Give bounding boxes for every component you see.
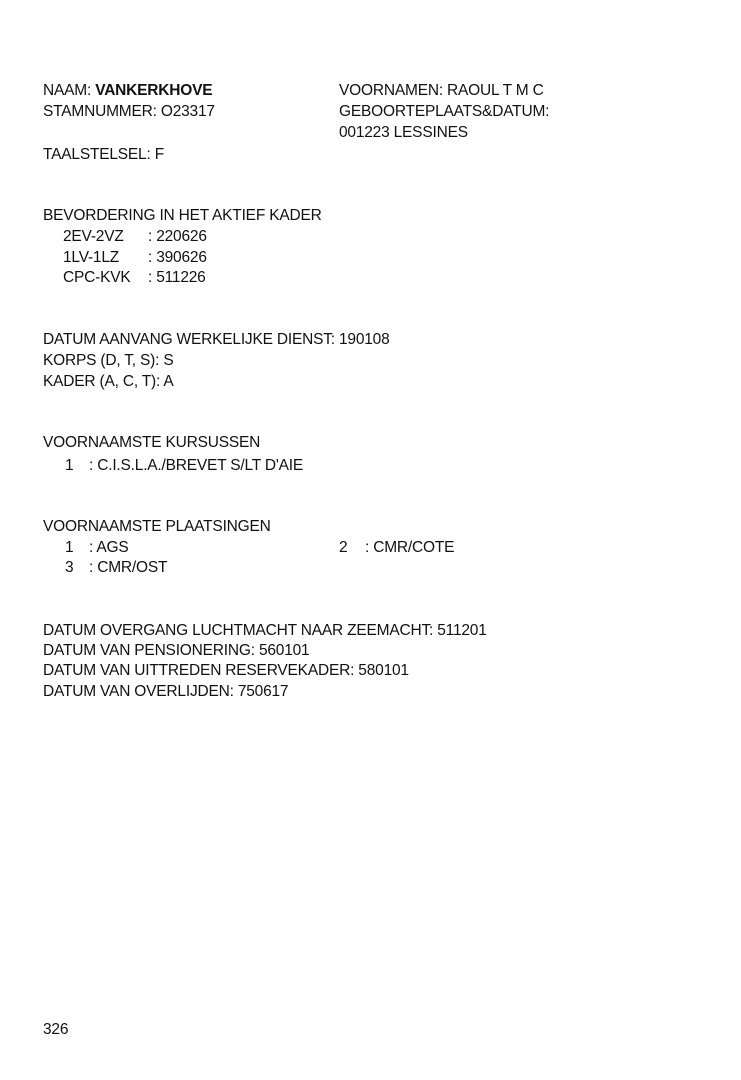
datum-overlijden: DATUM VAN OVERLIJDEN: 750617 <box>43 683 289 700</box>
korps: KORPS (D, T, S): S <box>43 352 174 369</box>
taalstelsel: TAALSTELSEL: F <box>43 146 164 163</box>
plaatsing-number: 3 <box>65 559 74 576</box>
datum-overgang: DATUM OVERGANG LUCHTMACHT NAAR ZEEMACHT: 511201 <box>43 622 487 639</box>
datum-uittreden: DATUM VAN UITTREDEN RESERVEKADER: 580101 <box>43 662 409 679</box>
bevordering-date: : 511226 <box>148 269 206 286</box>
bevordering-title: BEVORDERING IN HET AKTIEF KADER <box>43 207 322 224</box>
naam-label: NAAM: <box>43 82 92 99</box>
bevordering-rank: 1LV-1LZ <box>63 249 120 266</box>
kader: KADER (A, C, T): A <box>43 373 174 390</box>
plaatsing-number: 2 <box>339 539 348 556</box>
kursus-text: : C.I.S.L.A./BREVET S/LT D'AIE <box>89 457 304 474</box>
bevordering-date: : 220626 <box>148 228 207 245</box>
plaatsing-text: : AGS <box>89 539 129 556</box>
plaatsing-text: : CMR/COTE <box>365 539 455 556</box>
geboorte-value: 001223 LESSINES <box>339 124 468 141</box>
stamnummer: STAMNUMMER: O23317 <box>43 103 215 120</box>
naam-value: VANKERKHOVE <box>95 82 213 99</box>
datum-pensionering: DATUM VAN PENSIONERING: 560101 <box>43 642 310 659</box>
bevordering-date: : 390626 <box>148 249 207 266</box>
geboorte-label: GEBOORTEPLAATS&DATUM: <box>339 103 550 120</box>
naam-line <box>43 81 212 101</box>
plaatsing-number: 1 <box>65 539 74 556</box>
plaatsingen-title: VOORNAAMSTE PLAATSINGEN <box>43 518 271 535</box>
kursus-number: 1 <box>65 457 74 474</box>
voornamen: VOORNAMEN: RAOUL T M C <box>339 82 544 99</box>
aanvang-dienst: DATUM AANVANG WERKELIJKE DIENST: 190108 <box>43 331 390 348</box>
kursussen-title: VOORNAAMSTE KURSUSSEN <box>43 434 261 451</box>
bevordering-rank: CPC-KVK <box>63 269 131 286</box>
plaatsing-text: : CMR/OST <box>89 559 168 576</box>
page-number: 326 <box>43 1021 69 1038</box>
bevordering-rank: 2EV-2VZ <box>63 228 124 245</box>
